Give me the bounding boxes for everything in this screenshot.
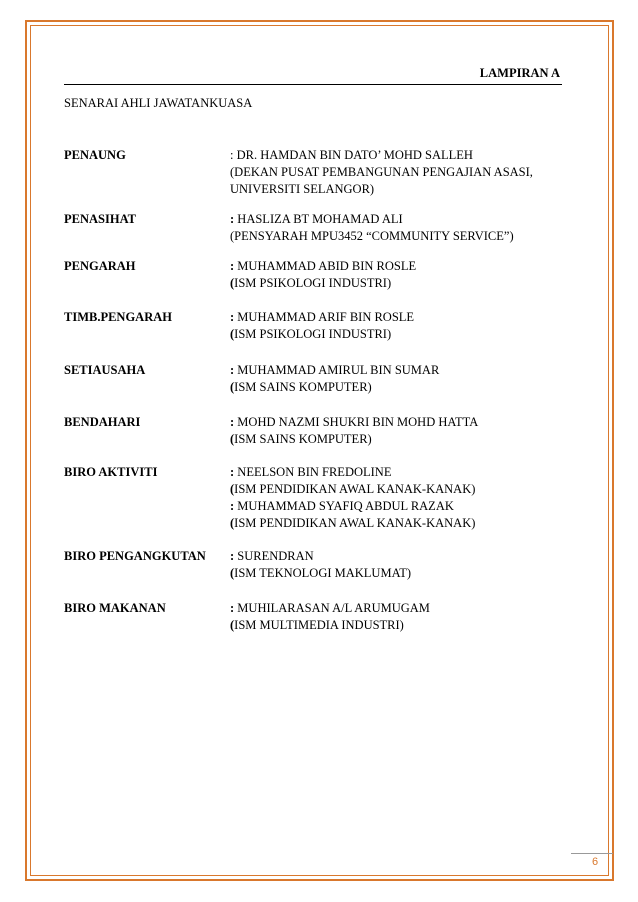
committee-line: : DR. HAMDAN BIN DATO’ MOHD SALLEH xyxy=(230,148,473,162)
committee-line: (ISM PSIKOLOGI INDUSTRI) xyxy=(230,327,392,341)
committee-line: (ISM PENDIDIKAN AWAL KANAK-KANAK) xyxy=(230,516,476,530)
committee-line: : SURENDRAN xyxy=(230,549,314,563)
page-number: 6 xyxy=(592,856,599,868)
committee-line: : MUHAMMAD ABID BIN ROSLE xyxy=(230,259,417,273)
committee-entries xyxy=(230,414,478,448)
committee-line: : MUHAMMAD SYAFIQ ABDUL RAZAK xyxy=(230,499,454,513)
committee-line: (ISM MULTIMEDIA INDUSTRI) xyxy=(230,618,404,632)
committee-entries xyxy=(230,147,533,198)
committee-entries xyxy=(230,309,414,343)
committee-role: BENDAHARI xyxy=(64,415,141,429)
committee-entries xyxy=(230,258,416,292)
page-number-rule xyxy=(571,853,613,854)
committee-role: BIRO PENGANGKUTAN xyxy=(64,549,206,563)
committee-line: (ISM PENDIDIKAN AWAL KANAK-KANAK) xyxy=(230,482,476,496)
committee-role: SETIAUSAHA xyxy=(64,363,146,377)
committee-role: PENASIHAT xyxy=(64,212,137,226)
committee-role: PENAUNG xyxy=(64,148,126,162)
committee-entries xyxy=(230,600,430,634)
committee-role: BIRO MAKANAN xyxy=(64,601,166,615)
header-rule xyxy=(64,84,562,85)
committee-line: (DEKAN PUSAT PEMBANGUNAN PENGAJIAN ASASI, xyxy=(230,165,533,179)
committee-entries xyxy=(230,548,411,582)
committee-role: BIRO AKTIVITI xyxy=(64,465,158,479)
committee-entries xyxy=(230,464,475,532)
committee-line: UNIVERSITI SELANGOR) xyxy=(230,182,375,196)
committee-line: (ISM PSIKOLOGI INDUSTRI) xyxy=(230,276,392,290)
document-title: SENARAI AHLI JAWATANKUASA xyxy=(64,96,253,110)
committee-line: : HASLIZA BT MOHAMAD ALI xyxy=(230,212,403,226)
committee-line: : NEELSON BIN FREDOLINE xyxy=(230,465,392,479)
committee-line: : MUHAMMAD ARIF BIN ROSLE xyxy=(230,310,415,324)
committee-line: : MOHD NAZMI SHUKRI BIN MOHD HATTA xyxy=(230,415,479,429)
committee-line: (ISM SAINS KOMPUTER) xyxy=(230,380,372,394)
committee-line: (ISM SAINS KOMPUTER) xyxy=(230,432,372,446)
committee-role: TIMB.PENGARAH xyxy=(64,310,172,324)
committee-entries xyxy=(230,211,514,245)
appendix-label: LAMPIRAN A xyxy=(479,66,560,80)
committee-line: : MUHAMMAD AMIRUL BIN SUMAR xyxy=(230,363,440,377)
committee-line: (ISM TEKNOLOGI MAKLUMAT) xyxy=(230,566,412,580)
committee-role: PENGARAH xyxy=(64,259,136,273)
committee-line: (PENSYARAH MPU3452 “COMMUNITY SERVICE”) xyxy=(230,229,514,243)
committee-line: : MUHILARASAN A/L ARUMUGAM xyxy=(230,601,430,615)
committee-entries xyxy=(230,362,439,396)
